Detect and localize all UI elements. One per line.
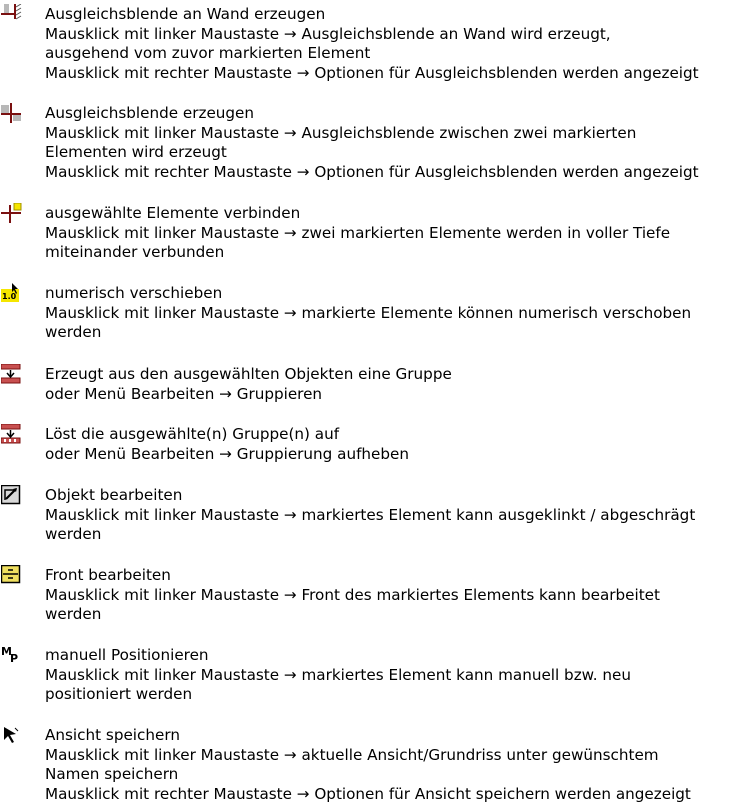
entry-title: Ausgleichsblende an Wand erzeugen xyxy=(45,5,326,23)
entry-line: werden xyxy=(45,323,102,342)
save-view-icon xyxy=(1,725,22,746)
entry-title: numerisch verschieben xyxy=(45,284,223,302)
numeric-move-icon xyxy=(1,283,22,304)
manual-position-icon xyxy=(1,645,22,666)
entry-line: Mausklick mit linker Maustaste → markiertes Element kann ausgeklinkt / abgeschrägt xyxy=(45,505,696,524)
ungroup-icon xyxy=(1,424,22,445)
entry-line: werden xyxy=(45,525,102,544)
entry-line: Mausklick mit rechter Maustaste → Optionen für Ausgleichsblenden werden angezeigt xyxy=(45,64,699,83)
entry-title: Front bearbeiten xyxy=(45,566,171,584)
entry-title: Erzeugt aus den ausgewählten Objekten eine Gruppe xyxy=(45,365,452,383)
entry-line: Mausklick mit linker Maustaste → zwei markierten Elemente werden in voller Tiefe xyxy=(45,223,671,242)
entry-line: Namen speichern xyxy=(45,765,179,784)
edit-object-icon xyxy=(1,485,22,506)
entry-title: Ausgleichsblende erzeugen xyxy=(45,104,255,122)
entry-line: miteinander verbunden xyxy=(45,243,225,262)
manual-position-icon-label-m: M xyxy=(1,645,12,658)
entry-line: Mausklick mit linker Maustaste → Ausgleichsblende zwischen zwei markierten xyxy=(45,123,637,142)
entry-line: Mausklick mit rechter Maustaste → Optionen für Ausgleichsblenden werden angezeigt xyxy=(45,163,699,182)
entry-line: ausgehend vom zuvor markierten Element xyxy=(45,44,371,63)
entry-line: Mausklick mit rechter Maustaste → Optionen für Ansicht speichern werden angezeigt xyxy=(45,785,691,804)
entry-title: Ansicht speichern xyxy=(45,726,180,744)
entry-line: oder Menü Bearbeiten → Gruppierung aufheben xyxy=(45,444,410,463)
manual-position-icon-label-p: P xyxy=(10,652,19,665)
entry-line: Mausklick mit linker Maustaste → markiertes Element kann manuell bzw. neu xyxy=(45,665,631,684)
group-icon xyxy=(1,364,22,385)
entry-line: Elementen wird erzeugt xyxy=(45,143,227,162)
numeric-move-icon-label: 1.0 xyxy=(2,292,17,301)
filler-icon xyxy=(1,103,22,124)
entry-line: oder Menü Bearbeiten → Gruppieren xyxy=(45,384,323,403)
entry-line: Mausklick mit linker Maustaste → Front des markiertes Elements kann bearbeitet xyxy=(45,585,660,604)
wall-filler-icon xyxy=(1,4,22,25)
entry-line: Mausklick mit linker Maustaste → Ausgleichsblende an Wand wird erzeugt, xyxy=(45,24,611,43)
entry-line: positioniert werden xyxy=(45,685,193,704)
edit-front-icon xyxy=(1,565,22,586)
entry-line: Mausklick mit linker Maustaste → markierte Elemente können numerisch verschoben xyxy=(45,303,692,322)
entry-title: Objekt bearbeiten xyxy=(45,486,183,504)
entry-title: Löst die ausgewählte(n) Gruppe(n) auf xyxy=(45,425,340,443)
entry-title: manuell Positionieren xyxy=(45,646,209,664)
entry-line: werden xyxy=(45,605,102,624)
entry-title: ausgewählte Elemente verbinden xyxy=(45,204,301,222)
connect-elements-icon xyxy=(1,203,22,224)
entry-line: Mausklick mit linker Maustaste → aktuelle Ansicht/Grundriss unter gewünschtem xyxy=(45,745,659,764)
